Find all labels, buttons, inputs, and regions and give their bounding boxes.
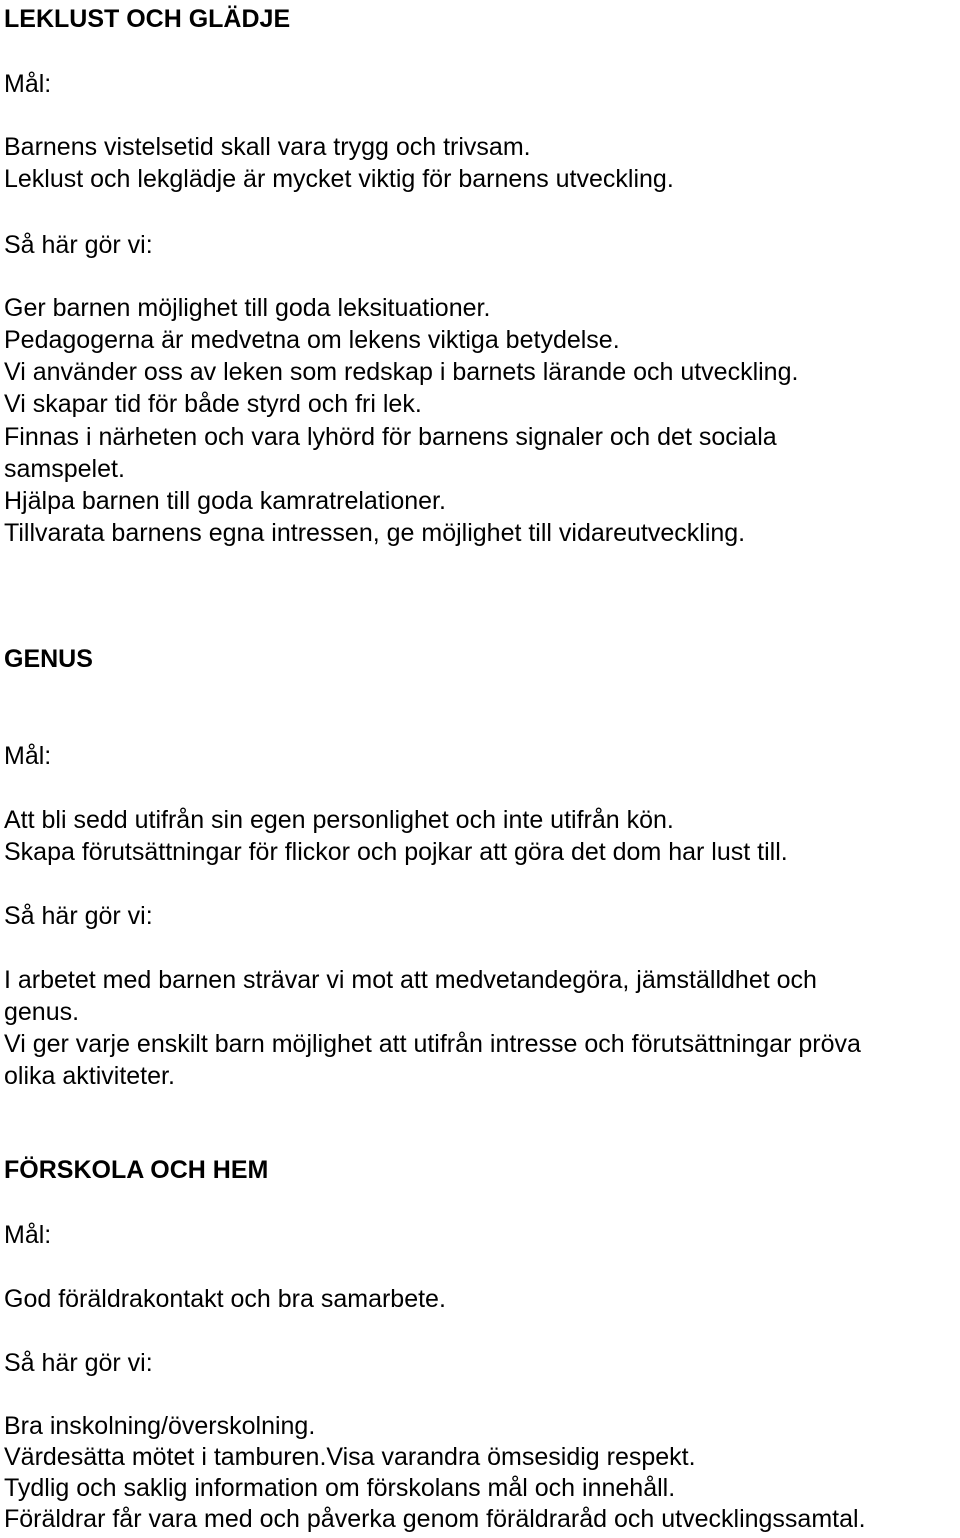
goal-label: Mål: bbox=[4, 1221, 52, 1249]
goal-line: Att bli sedd utifrån sin egen personlighet och inte utifrån kön. bbox=[4, 806, 674, 834]
method-line: Hjälpa barnen till goda kamratrelationer. bbox=[4, 487, 446, 515]
method-line: olika aktiviteter. bbox=[4, 1062, 175, 1090]
method-line: Vi ger varje enskilt barn möjlighet att utifrån intresse och förutsättningar pröva bbox=[4, 1030, 861, 1058]
method-line: Bra inskolning/överskolning. bbox=[4, 1412, 316, 1440]
goal-label: Mål: bbox=[4, 742, 52, 770]
method-line: Pedagogerna är medvetna om lekens viktiga betydelse. bbox=[4, 326, 620, 354]
method-label: Så här gör vi: bbox=[4, 231, 153, 259]
goal-line: Barnens vistelsetid skall vara trygg och trivsam. bbox=[4, 133, 531, 161]
method-line: Ger barnen möjlighet till goda leksituationer. bbox=[4, 294, 491, 322]
goal-line: Leklust och lekglädje är mycket viktig för barnens utveckling. bbox=[4, 165, 674, 193]
method-line: genus. bbox=[4, 998, 80, 1026]
method-line: Tillvarata barnens egna intressen, ge möjlighet till vidareutveckling. bbox=[4, 519, 746, 547]
goal-line: God föräldrakontakt och bra samarbete. bbox=[4, 1285, 446, 1313]
method-label: Så här gör vi: bbox=[4, 1349, 153, 1377]
section-title: FÖRSKOLA OCH HEM bbox=[4, 1156, 269, 1184]
goal-label: Mål: bbox=[4, 70, 52, 98]
method-line: samspelet. bbox=[4, 455, 125, 483]
method-line: Finnas i närheten och vara lyhörd för barnens signaler och det sociala bbox=[4, 423, 777, 451]
method-line: Tydlig och saklig information om förskolans mål och innehåll. bbox=[4, 1474, 676, 1502]
goal-line: Skapa förutsättningar för flickor och pojkar att göra det dom har lust till. bbox=[4, 838, 788, 866]
method-label: Så här gör vi: bbox=[4, 902, 153, 930]
method-line: Vi använder oss av leken som redskap i barnets lärande och utveckling. bbox=[4, 358, 799, 386]
section-title: LEKLUST OCH GLÄDJE bbox=[4, 5, 291, 33]
method-line: Vi skapar tid för både styrd och fri lek. bbox=[4, 390, 422, 418]
method-line: I arbetet med barnen strävar vi mot att medvetandegöra, jämställdhet och bbox=[4, 966, 817, 994]
method-line: Värdesätta mötet i tamburen.Visa varandra ömsesidig respekt. bbox=[4, 1443, 696, 1471]
method-line: Föräldrar får vara med och påverka genom föräldraråd och utvecklingssamtal. bbox=[4, 1505, 866, 1533]
section-title: GENUS bbox=[4, 645, 93, 673]
